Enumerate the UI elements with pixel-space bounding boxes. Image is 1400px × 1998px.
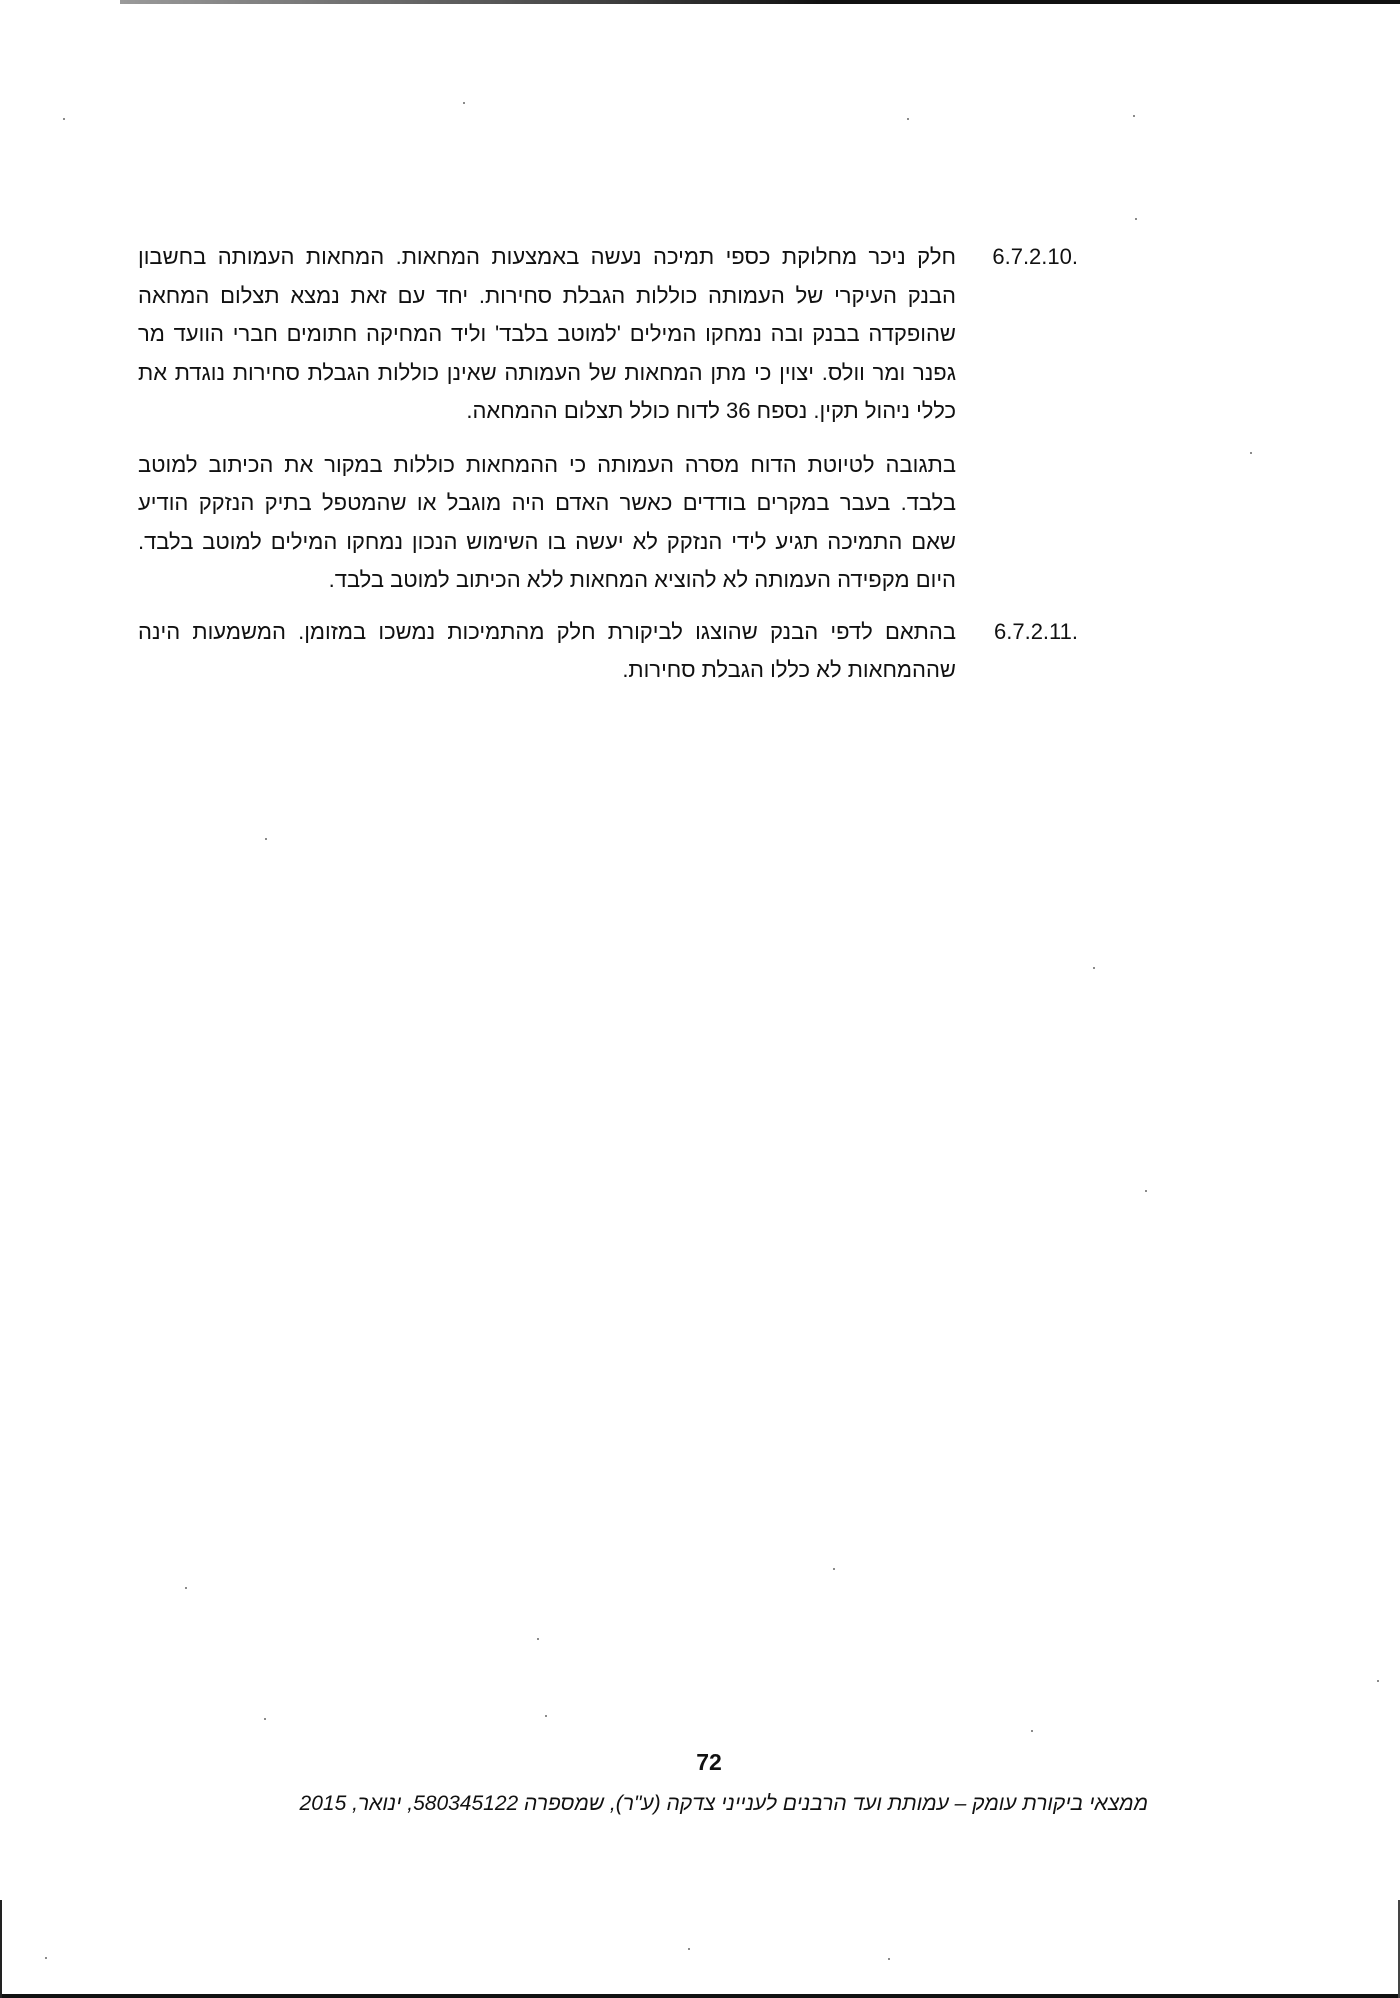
scan-speck [907,118,909,120]
section-number: 6.7.2.10. [992,244,1078,269]
scan-bottom-edge [0,1994,1400,1998]
paragraph: חלק ניכר מחלוקת כספי תמיכה נעשה באמצעות המחאות. המחאות העמותה בחשבון הבנק העיקרי של העמותה כוללות הגבלת סחירות. יחד עם זאת נמצא תצלום המחאה שהופקדה בבנק ובה נמחקו המילים 'למוטב בלבד' וליד המחיקה חתומים חברי הוועד מר גפנר ומר וולס. יצוין כי מתן המחאות של העמותה שאינן כוללות הגבלת סחירות נוגדת את כללי ניהול תקין. נספח 36 לדוח כולל תצלום ההמחאה. [138,244,956,423]
scan-speck [888,1958,890,1960]
scan-speck [537,1638,539,1640]
scan-speck [688,1948,690,1950]
section-6-7-2-10 [130,238,1078,600]
paragraph: בתגובה לטיוטת הדוח מסרה העמותה כי ההמחאות כוללות במקור את הכיתוב למוטב בלבד. בעבר במקרים בודדים כאשר האדם היה מוגבל או שהמטפל בתיק הנזקק הודיע שאם התמיכה תגיע לידי הנזקק לא יעשה בו השימוש הנכון נמחקו המילים למוטב בלבד. היום מקפידה העמותה לא להוציא המחאות ללא הכיתוב למוטב בלבד. [138,451,956,592]
scan-speck [1133,115,1135,117]
scan-speck [63,118,65,120]
scan-speck [265,838,267,840]
scan-speck [1377,1680,1379,1682]
page-number: 72 [696,1749,722,1775]
scan-speck [1031,1730,1033,1732]
scan-speck [1145,1190,1147,1192]
scan-speck [264,1718,266,1720]
paragraph: בהתאם לדפי הבנק שהוצגו לביקורת חלק מהתמיכות נמשכו במזומן. המשמעות הינה שההמחאות לא כללו הגבלת סחירות. [138,618,956,682]
footer-caption: ממצאי ביקורת עומק – עמותת ועד הרבנים לענייני צדקה (ע"ר), שמספרה 580345122, ינואר, 2015 [299,1792,1148,1815]
document-body [130,238,1078,690]
scan-left-edge [0,1900,2,1998]
section-6-7-2-11 [130,613,1078,690]
scan-speck [185,1587,187,1589]
scan-speck [833,1568,835,1570]
scan-speck [45,1957,47,1959]
section-body [138,613,956,690]
scan-speck [545,1715,547,1717]
section-number: 6.7.2.11. [994,618,1078,644]
scan-speck [463,102,465,104]
scan-speck [1093,967,1095,969]
scan-speck [1250,452,1252,454]
scan-top-edge [120,0,1400,4]
scan-speck [1135,218,1137,220]
section-body [138,238,956,600]
